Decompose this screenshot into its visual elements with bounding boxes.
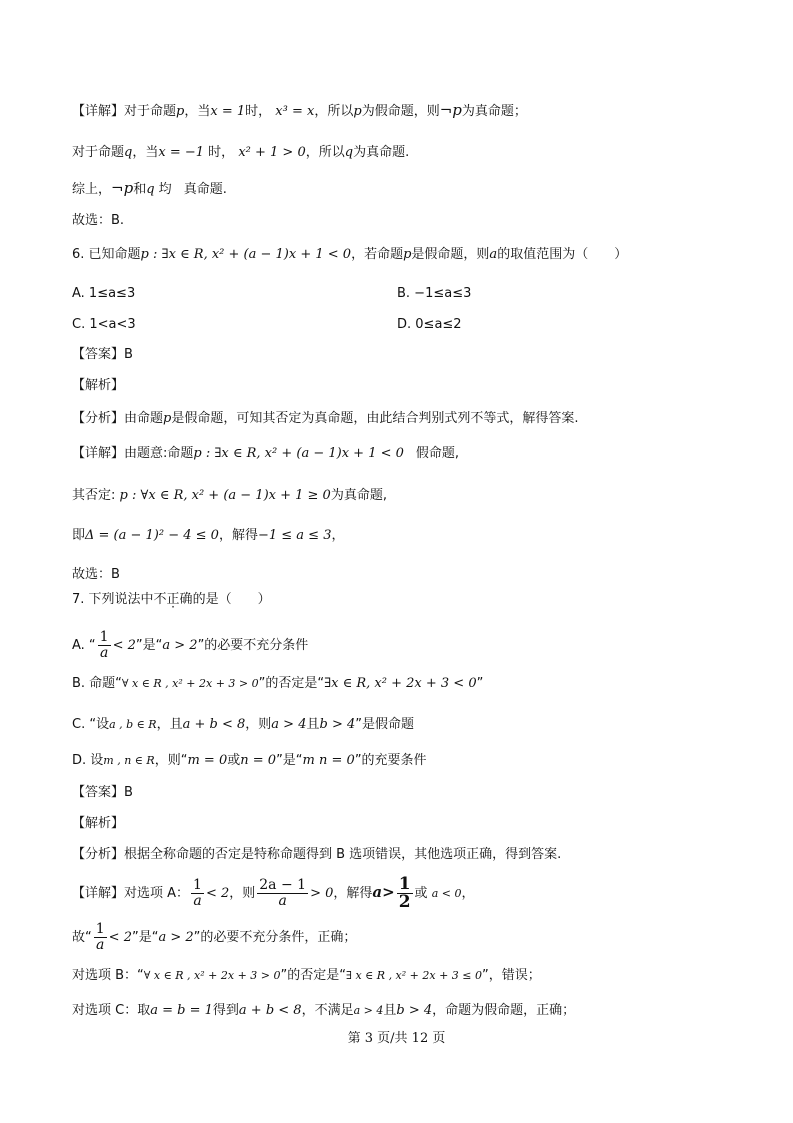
text: 对选项 B：“ xyxy=(72,968,144,983)
math-expr: b > 4 xyxy=(319,717,356,732)
text: 即 xyxy=(72,528,86,543)
numerator: 1 xyxy=(193,877,202,893)
text: 时， xyxy=(245,104,272,119)
text: 对于命题 xyxy=(72,145,125,160)
text: ”的否定是“ xyxy=(258,676,325,691)
text: ”是“ xyxy=(276,753,303,768)
text: 是假命题，可知其否定为真命题，由此结合判别式列不等式，解得答案. xyxy=(171,411,579,426)
option-d-7 xyxy=(72,752,427,770)
text: 的取值范围为（ ） xyxy=(497,247,628,262)
math-p: p xyxy=(403,247,412,262)
text: ” xyxy=(476,676,484,691)
math-expr: p : ∀x ∈ R, x² + (a − 1)x + 1 ≥ 0 xyxy=(119,488,331,503)
emphasis-text: 不正确 xyxy=(153,592,193,607)
detail-7-b xyxy=(72,967,541,985)
fraction xyxy=(94,922,107,953)
numerator: 2a − 1 xyxy=(259,877,307,893)
text: ，则“ xyxy=(154,753,188,768)
text: ”的必要不充分条件 xyxy=(197,638,309,653)
text: A. “ xyxy=(72,638,96,653)
math-expr: a , b ∈ R xyxy=(109,718,157,731)
option-a-7 xyxy=(72,630,308,661)
denominator: 2 xyxy=(398,892,411,912)
text: 或 xyxy=(414,886,428,901)
fraction xyxy=(98,630,111,661)
option-b-7 xyxy=(72,675,483,693)
page-footer: 第 3 页/共 12 页 xyxy=(347,1031,446,1046)
math-expr: a + b < 8 xyxy=(182,717,246,732)
text: C. “设 xyxy=(72,717,110,732)
text: ”的否定是“ xyxy=(280,968,346,983)
discriminant-6 xyxy=(72,527,344,545)
math-a: a xyxy=(372,883,383,901)
math-expr: ∃ x ∈ R , x² + 2x + 3 ≤ 0 xyxy=(345,969,483,982)
math-p: p xyxy=(163,411,172,426)
summary-line xyxy=(72,179,227,199)
text: 均 xyxy=(158,182,172,197)
text: ，不满足 xyxy=(301,1003,354,1018)
detail-7-a xyxy=(72,876,474,911)
math-expr: a > 4 xyxy=(271,717,307,732)
text: 且 xyxy=(306,717,320,732)
text: 的是（ ） xyxy=(192,592,271,607)
text: 真命题. xyxy=(183,182,227,197)
detail-7-c xyxy=(72,1002,575,1020)
math-expr: x = −1 xyxy=(158,145,205,160)
detail-6 xyxy=(72,445,459,463)
math-expr: m = 0 xyxy=(187,753,228,768)
option-a-6: A. 1≤a≤3 xyxy=(72,286,136,301)
math-expr: a > 2 xyxy=(162,638,198,653)
math-expr: a + b < 8 xyxy=(238,1003,302,1018)
text: 或 xyxy=(227,753,241,768)
math-expr: p : ∃x ∈ R, x² + (a − 1)x + 1 < 0 xyxy=(193,446,404,461)
answer-6: 【答案】B xyxy=(72,347,133,362)
text: 7. 下列说法中 xyxy=(72,592,154,607)
math-gt: > xyxy=(382,883,395,901)
math-expr: Δ = (a − 1)² − 4 ≤ 0 xyxy=(85,528,219,543)
math-expr: < 2 xyxy=(205,886,230,901)
choice-6: 故选：B xyxy=(72,567,120,582)
text: 且 xyxy=(383,1003,397,1018)
math-expr: m , n ∈ R xyxy=(103,754,155,767)
text: ，则 xyxy=(229,886,256,901)
text: 对选项 C：取 xyxy=(72,1003,151,1018)
text: 【详解】由题意:命题 xyxy=(72,446,194,461)
denominator: a xyxy=(96,937,105,953)
text: ，当 xyxy=(184,104,211,119)
answer-7: 【答案】B xyxy=(72,785,133,800)
math-expr: < 2 xyxy=(108,930,132,945)
text: 假命题, xyxy=(415,446,460,461)
analysis-6 xyxy=(72,410,578,428)
denominator: a xyxy=(278,893,287,909)
text: B. 命题“ xyxy=(72,676,122,691)
math-a: a xyxy=(489,247,498,262)
math-expr: a = b = 1 xyxy=(150,1003,213,1018)
math-p: p xyxy=(176,104,185,119)
text: ，且 xyxy=(156,717,183,732)
text: 【分析】由命题 xyxy=(72,411,164,426)
text: ，当 xyxy=(132,145,159,160)
text: ”是假命题 xyxy=(355,717,414,732)
math-expr: a > 2 xyxy=(158,930,194,945)
detail-line-2 xyxy=(72,144,409,162)
math-expr: < 2 xyxy=(112,638,136,653)
math-expr: ∀ x ∈ R , x² + 2x + 3 > 0 xyxy=(143,969,281,982)
text: 对于命题 xyxy=(124,104,177,119)
analysis-7: 【分析】根据全称命题的否定是特称命题得到 B 选项错误，其他选项正确，得到答案. xyxy=(72,847,562,862)
math-q: q xyxy=(124,145,133,160)
math-expr: n = 0 xyxy=(240,753,277,768)
text: ，解得 xyxy=(333,886,373,901)
text: 和 xyxy=(133,182,147,197)
text: 为真命题； xyxy=(461,104,527,119)
math-expr: p : ∃x ∈ R, x² + (a − 1)x + 1 < 0 xyxy=(140,247,352,262)
math-expr: b > 4 xyxy=(396,1003,433,1018)
text: ”，错误； xyxy=(482,968,541,983)
text: 综上， xyxy=(72,182,112,197)
detail-line-1 xyxy=(72,101,527,121)
text: 6. 已知命题 xyxy=(72,247,141,262)
text: ， xyxy=(461,886,475,901)
option-c-7 xyxy=(72,716,414,734)
text: 时， xyxy=(208,145,235,160)
detail-7-a-conclusion xyxy=(72,922,356,953)
analysis-header-6: 【解析】 xyxy=(72,378,125,393)
numerator: 1 xyxy=(398,874,411,894)
denominator: a xyxy=(99,645,109,661)
text: ，所以 xyxy=(314,104,354,119)
math-expr: ∀ x ∈ R , x² + 2x + 3 > 0 xyxy=(121,677,259,690)
math-not-p: ¬p xyxy=(439,101,462,119)
math-expr: x = 1 xyxy=(210,104,246,119)
text: ”是“ xyxy=(135,638,163,653)
text: 是假命题，则 xyxy=(411,247,490,262)
numerator: 1 xyxy=(99,629,109,645)
fraction xyxy=(191,878,204,909)
text: 为假命题，则 xyxy=(361,104,440,119)
math-expr: m n = 0 xyxy=(302,753,355,768)
question-6 xyxy=(72,246,627,264)
text: ，所以 xyxy=(305,145,345,160)
text: ”是“ xyxy=(131,930,159,945)
text: 为真命题. xyxy=(353,145,410,160)
math-expr: > 0 xyxy=(310,886,334,901)
math-q: q xyxy=(344,145,354,160)
math-p: p xyxy=(353,104,362,119)
option-d-6: D. 0≤a≤2 xyxy=(397,317,462,332)
text: 其否定: xyxy=(72,488,116,503)
math-expr: x³ = x xyxy=(275,104,315,119)
math-expr: −1 ≤ a ≤ 3 xyxy=(257,528,332,543)
detail-tag: 【详解】 xyxy=(72,104,125,119)
text: ，命题为假命题，正确； xyxy=(432,1003,576,1018)
text: ，解得 xyxy=(218,528,258,543)
option-b-6: B. −1≤a≤3 xyxy=(397,286,472,301)
text: ”的必要不充分条件，正确； xyxy=(193,930,357,945)
math-expr: a > 4 xyxy=(353,1004,384,1017)
math-q: q xyxy=(146,182,155,197)
text: 【详解】对选项 A： xyxy=(72,886,190,901)
denominator: a xyxy=(193,893,202,909)
text: 得到 xyxy=(212,1003,239,1018)
analysis-header-7: 【解析】 xyxy=(72,816,125,831)
fraction xyxy=(397,876,413,911)
math-not-p: ¬p xyxy=(111,179,134,197)
text: 为真命题, xyxy=(330,488,387,503)
choice-line: 故选：B. xyxy=(72,213,125,228)
negation-6 xyxy=(72,487,387,505)
math-expr: x² + 1 > 0 xyxy=(238,145,306,160)
text: D. 设 xyxy=(72,753,104,768)
math-expr: ∃x ∈ R, x² + 2x + 3 < 0 xyxy=(324,676,477,691)
text: ，则 xyxy=(245,717,272,732)
fraction xyxy=(257,878,308,909)
text: ， xyxy=(331,528,345,543)
option-c-6: C. 1<a<3 xyxy=(72,317,136,332)
text: ，若命题 xyxy=(351,247,404,262)
numerator: 1 xyxy=(95,921,105,937)
text: ”的充要条件 xyxy=(354,753,427,768)
question-7 xyxy=(72,591,271,609)
math-expr: a < 0 xyxy=(431,887,462,900)
text: 故“ xyxy=(72,930,92,945)
